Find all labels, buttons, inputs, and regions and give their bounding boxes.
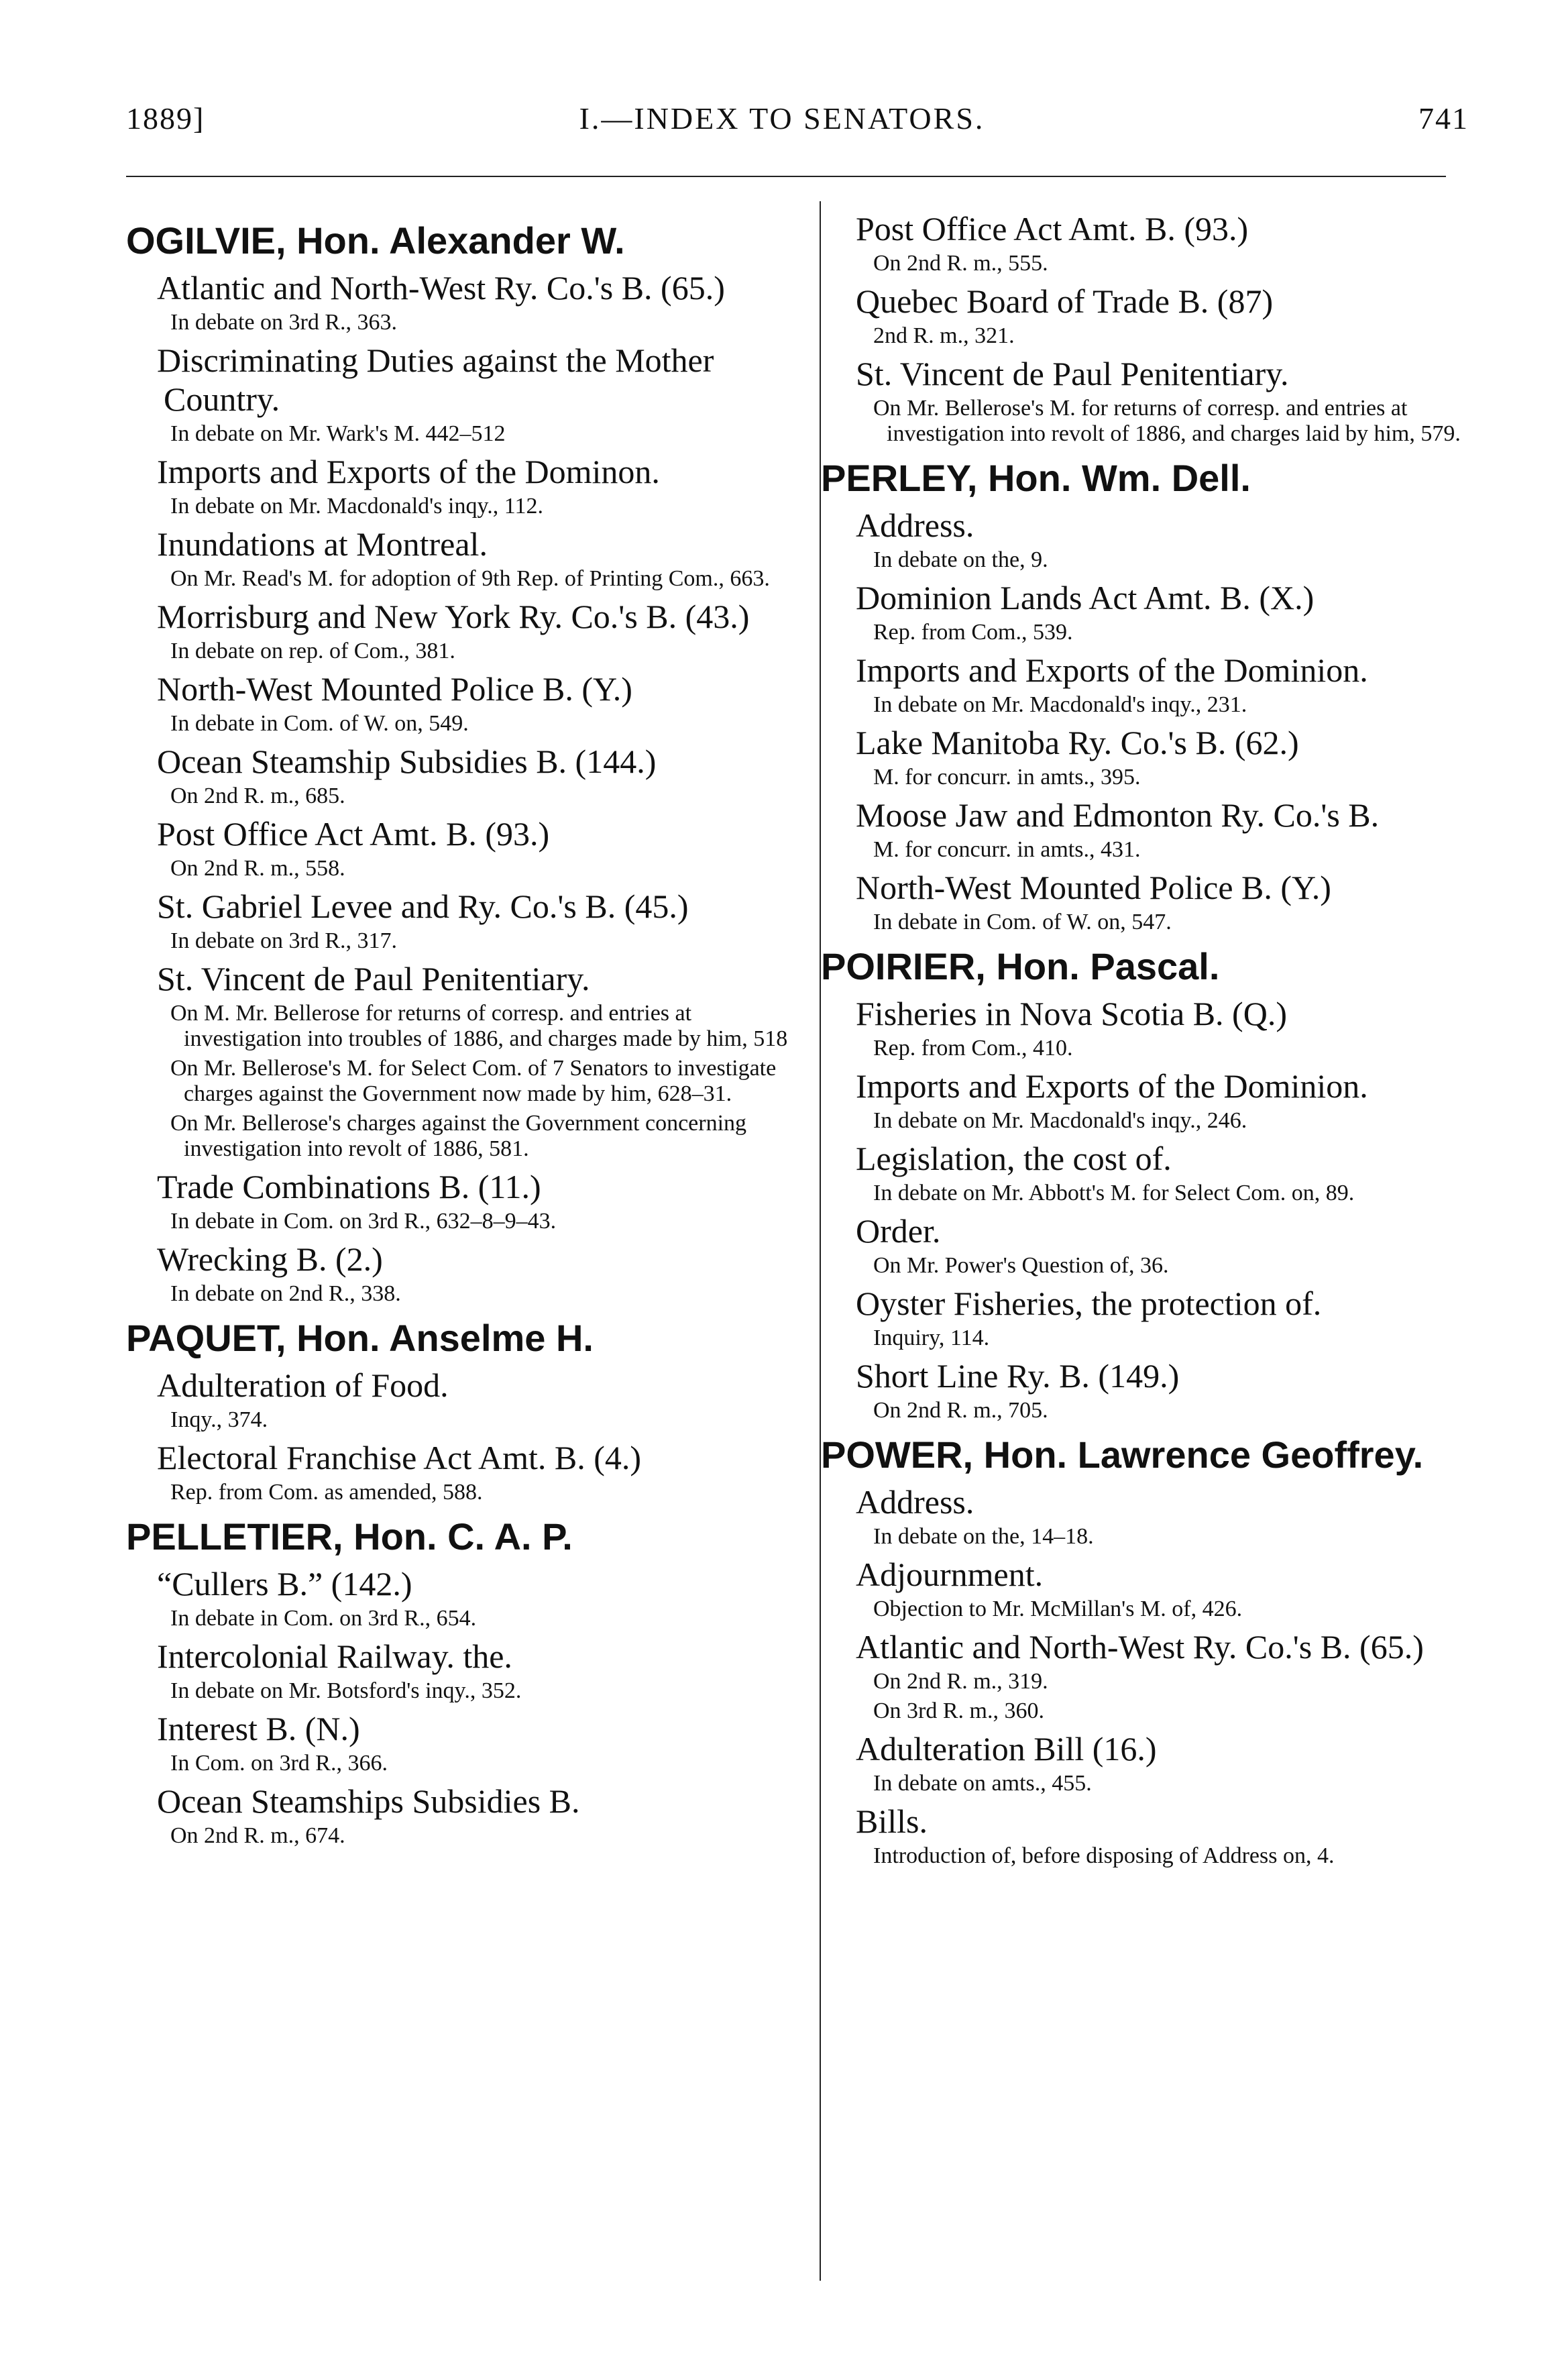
index-entry-title: Ocean Steamships Subsidies B. <box>157 1782 580 1820</box>
index-entry-title: Imports and Exports of the Dominion. <box>856 1067 1368 1105</box>
index-entry-title: North-West Mounted Police B. (Y.) <box>157 670 632 708</box>
index-entry-reference: In debate on rep. of Com., 381. <box>170 639 455 663</box>
index-entry-title: Dominion Lands Act Amt. B. (X.) <box>856 579 1315 616</box>
index-entry-title: Post Office Act Amt. B. (93.) <box>856 210 1249 248</box>
left-column <box>126 209 803 1853</box>
index-entry-reference: On 2nd R. m., 705. <box>873 1398 1048 1423</box>
index-entry-reference: In debate on Mr. Macdonald's inqy., 112. <box>170 494 544 519</box>
index-entry-title: Ocean Steamship Subsidies B. (144.) <box>157 743 657 780</box>
index-entry-title: Intercolonial Railway. the. <box>157 1637 512 1675</box>
senator-name: POIRIER, Hon. Pascal. <box>821 945 1220 987</box>
index-entry-reference: On 2nd R. m., 674. <box>170 1823 345 1848</box>
index-entry-reference: Rep. from Com., 539. <box>873 620 1073 645</box>
index-entry-reference: On 2nd R. m., 685. <box>170 783 345 808</box>
index-entry-reference: In debate in Com. on 3rd R., 632–8–9–43. <box>170 1209 557 1234</box>
index-entry-reference: In debate on Mr. Macdonald's inqy., 246. <box>873 1108 1247 1133</box>
index-entry-title: Oyster Fisheries, the protection of. <box>856 1285 1322 1322</box>
index-entry-title: Order. <box>856 1212 941 1250</box>
index-entry-reference: On Mr. Bellerose's M. for returns of corresp. and entries at investigation into revolt of 1886, and charges laid by him, 579. <box>873 396 1461 446</box>
index-entry-reference: On 2nd R. m., 319. <box>873 1669 1048 1694</box>
index-entry-reference: On Mr. Bellerose's charges against the Government concerning investigation into revolt of 1886, 581. <box>170 1111 747 1161</box>
senator-name: PERLEY, Hon. Wm. Dell. <box>821 457 1251 499</box>
header-year: 1889] <box>126 101 205 136</box>
index-entry-title: Imports and Exports of the Dominion. <box>856 651 1368 689</box>
index-entry-reference: M. for concurr. in amts., 395. <box>873 765 1141 790</box>
page-header <box>0 0 1564 168</box>
index-entry-title: Interest B. (N.) <box>157 1710 360 1747</box>
index-entry-reference: In debate on Mr. Abbott's M. for Select Com. on, 89. <box>873 1181 1355 1205</box>
index-entry-reference: In debate on 2nd R., 338. <box>170 1281 401 1306</box>
index-entry-title: Address. <box>856 1483 974 1521</box>
index-entry-title: Legislation, the cost of. <box>856 1140 1172 1177</box>
index-entry-reference: In Com. on 3rd R., 366. <box>170 1751 388 1776</box>
index-entry-reference: In debate on the, 14–18. <box>873 1524 1094 1549</box>
index-entry-title: Adulteration Bill (16.) <box>856 1730 1157 1768</box>
index-entry-title: Discriminating Duties against the Mother Country. <box>157 341 714 418</box>
index-entry-reference: On Mr. Bellerose's M. for Select Com. of 7 Senators to investigate charges against the Government now made by him, 628–31. <box>170 1056 777 1106</box>
header-rule <box>126 176 1446 177</box>
index-entry-reference: M. for concurr. in amts., 431. <box>873 837 1141 862</box>
index-entry-title: Electoral Franchise Act Amt. B. (4.) <box>157 1439 642 1476</box>
index-entry-reference: On 2nd R. m., 555. <box>873 251 1048 276</box>
index-entry-title: Short Line Ry. B. (149.) <box>856 1357 1180 1395</box>
index-entry-title: North-West Mounted Police B. (Y.) <box>856 869 1331 906</box>
index-entry-title: Fisheries in Nova Scotia B. (Q.) <box>856 995 1287 1032</box>
index-entry-reference: Introduction of, before disposing of Address on, 4. <box>873 1843 1335 1868</box>
senator-name: PAQUET, Hon. Anselme H. <box>126 1317 594 1359</box>
index-entry-title: Post Office Act Amt. B. (93.) <box>157 815 550 853</box>
header-title: I.—INDEX TO SENATORS. <box>579 101 985 136</box>
index-entry-title: St. Gabriel Levee and Ry. Co.'s B. (45.) <box>157 887 689 925</box>
index-entry-reference: Inqy., 374. <box>170 1407 268 1432</box>
index-entry-reference: In debate in Com. of W. on, 547. <box>873 910 1172 934</box>
index-entry-reference: In debate in Com. on 3rd R., 654. <box>170 1606 477 1631</box>
index-entry-title: Adulteration of Food. <box>157 1366 449 1404</box>
index-entry-title: Address. <box>856 506 974 544</box>
index-entry-title: Wrecking B. (2.) <box>157 1240 383 1278</box>
index-entry-title: Trade Combinations B. (11.) <box>157 1168 541 1205</box>
index-entry-reference: On M. Mr. Bellerose for returns of corresp. and entries at investigation into troubles of 1886, and charges made by him, 518 <box>170 1001 788 1051</box>
index-entry-title: Atlantic and North-West Ry. Co.'s B. (65.) <box>856 1628 1424 1666</box>
senator-name: OGILVIE, Hon. Alexander W. <box>126 219 625 262</box>
index-entry-reference: 2nd R. m., 321. <box>873 323 1015 348</box>
index-entry-reference: In debate on 3rd R., 317. <box>170 928 398 953</box>
index-entry-title: Morrisburg and New York Ry. Co.'s B. (43.) <box>157 598 750 635</box>
index-entry-title: Lake Manitoba Ry. Co.'s B. (62.) <box>856 724 1299 761</box>
index-entry-reference: Inquiry, 114. <box>873 1326 990 1350</box>
index-entry-reference: In debate on 3rd R., 363. <box>170 310 398 335</box>
index-entry-reference: In debate on Mr. Macdonald's inqy., 231. <box>873 692 1247 717</box>
index-entry-reference: In debate on the, 9. <box>873 547 1048 572</box>
right-column <box>820 209 1497 1873</box>
index-entry-title: Atlantic and North-West Ry. Co.'s B. (65.) <box>157 269 725 307</box>
index-entry-title: St. Vincent de Paul Penitentiary. <box>856 355 1289 392</box>
index-entry-reference: In debate on Mr. Botsford's inqy., 352. <box>170 1678 522 1703</box>
senator-name: PELLETIER, Hon. C. A. P. <box>126 1515 573 1558</box>
index-entry-title: Bills. <box>856 1802 928 1840</box>
index-entry-title: Adjournment. <box>856 1556 1044 1593</box>
index-entry-reference: On 2nd R. m., 558. <box>170 856 345 881</box>
index-entry-title: Moose Jaw and Edmonton Ry. Co.'s B. <box>856 796 1380 834</box>
index-entry-reference: In debate on Mr. Wark's M. 442–512 <box>170 421 506 446</box>
index-entry-reference: On Mr. Power's Question of, 36. <box>873 1253 1169 1278</box>
index-entry-reference: Rep. from Com. as amended, 588. <box>170 1480 483 1505</box>
index-entry-title: “Cullers B.” (142.) <box>157 1565 412 1603</box>
index-entry-reference: Objection to Mr. McMillan's M. of, 426. <box>873 1597 1243 1621</box>
senator-name: POWER, Hon. Lawrence Geoffrey. <box>821 1434 1424 1476</box>
index-entry-title: Quebec Board of Trade B. (87) <box>856 282 1274 320</box>
index-entry-title: St. Vincent de Paul Penitentiary. <box>157 960 590 997</box>
index-entry-reference: On Mr. Read's M. for adoption of 9th Rep. of Printing Com., 663. <box>170 566 770 591</box>
index-entry-reference: On 3rd R. m., 360. <box>873 1698 1044 1723</box>
index-entry-reference: In debate on amts., 455. <box>873 1771 1092 1796</box>
index-entry-title: Inundations at Montreal. <box>157 525 488 563</box>
index-entry-reference: In debate in Com. of W. on, 549. <box>170 711 469 736</box>
index-entry-reference: Rep. from Com., 410. <box>873 1036 1073 1061</box>
page-number: 741 <box>1418 101 1469 136</box>
index-entry-title: Imports and Exports of the Dominon. <box>157 453 660 490</box>
